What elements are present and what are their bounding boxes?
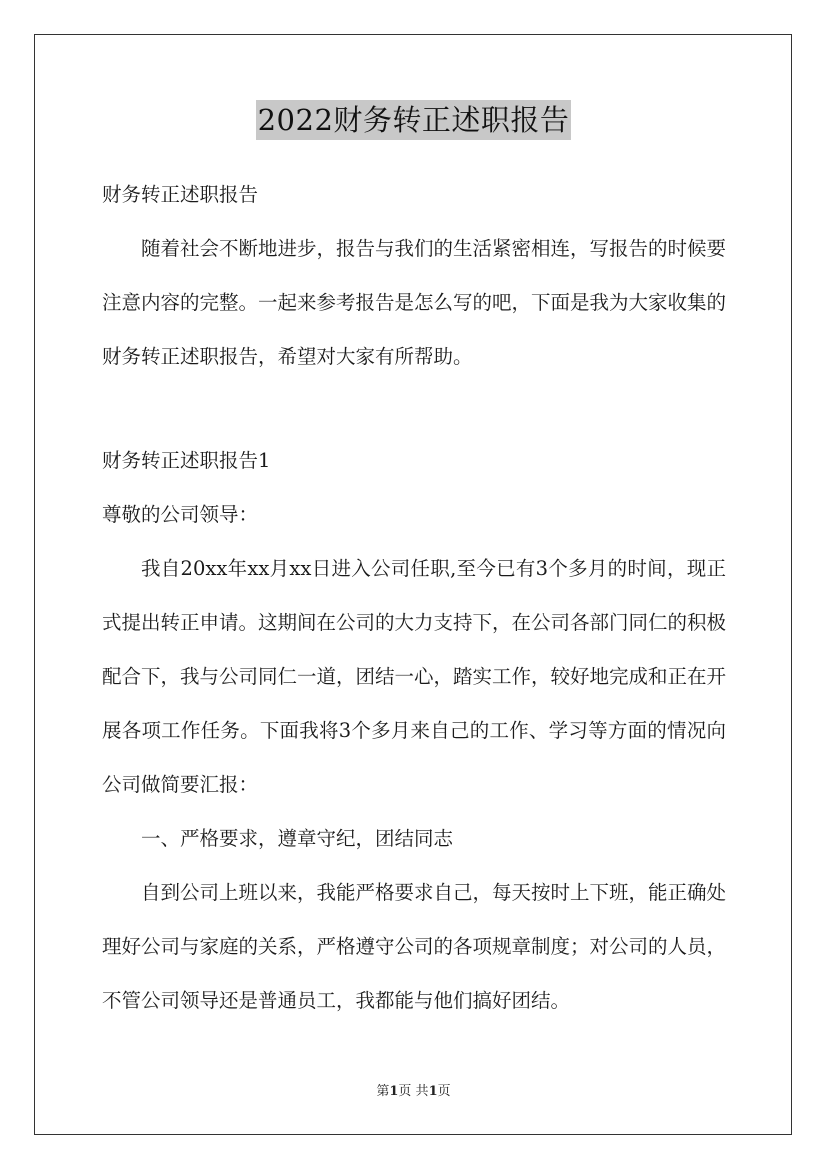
document-title: 2022财务转正述职报告: [256, 100, 572, 140]
paragraph-gap: [102, 384, 726, 434]
footer-page-total: 1: [428, 1084, 438, 1099]
salutation: 尊敬的公司领导：: [102, 503, 259, 526]
section-heading: 财务转正述职报告1: [102, 449, 271, 472]
footer-page-mid: 页 共: [398, 1084, 429, 1099]
footer-page-suffix: 页: [437, 1084, 451, 1099]
title-container: [0, 100, 827, 140]
intro-paragraph: 随着社会不断地进步，报告与我们的生活紧密相连，写报告的时候要注意内容的完整。一起来参考报告是怎么写的吧，下面是我为大家收集的财务转正述职报告，希望对大家有所帮助。: [102, 237, 727, 368]
subsection-heading: 一、严格要求，遵章守纪，团结同志: [141, 827, 454, 850]
document-body: [102, 168, 726, 1028]
document-subtitle: 财务转正述职报告: [102, 183, 259, 206]
footer-page-prefix: 第: [376, 1084, 390, 1099]
body-paragraph-2: 自到公司上班以来，我能严格要求自己，每天按时上下班，能正确处理好公司与家庭的关系，严格遵守公司的各项规章制度；对公司的人员，不管公司领导还是普通员工，我都能与他们搞好团结。: [102, 881, 727, 1012]
body-paragraph-1: 我自20xx年xx月xx日进入公司任职,至今已有3个多月的时间，现正式提出转正申请。这期间在公司的大力支持下，在公司各部门同仁的积极配合下，我与公司同仁一道，团结一心，踏实工作，较好地完成和正在开展各项工作任务。下面我将3个多月来自己的工作、学习等方面的情况向公司做简要汇报：: [102, 557, 727, 796]
footer-page-number: 1: [389, 1084, 399, 1099]
page-footer: [0, 1083, 827, 1101]
